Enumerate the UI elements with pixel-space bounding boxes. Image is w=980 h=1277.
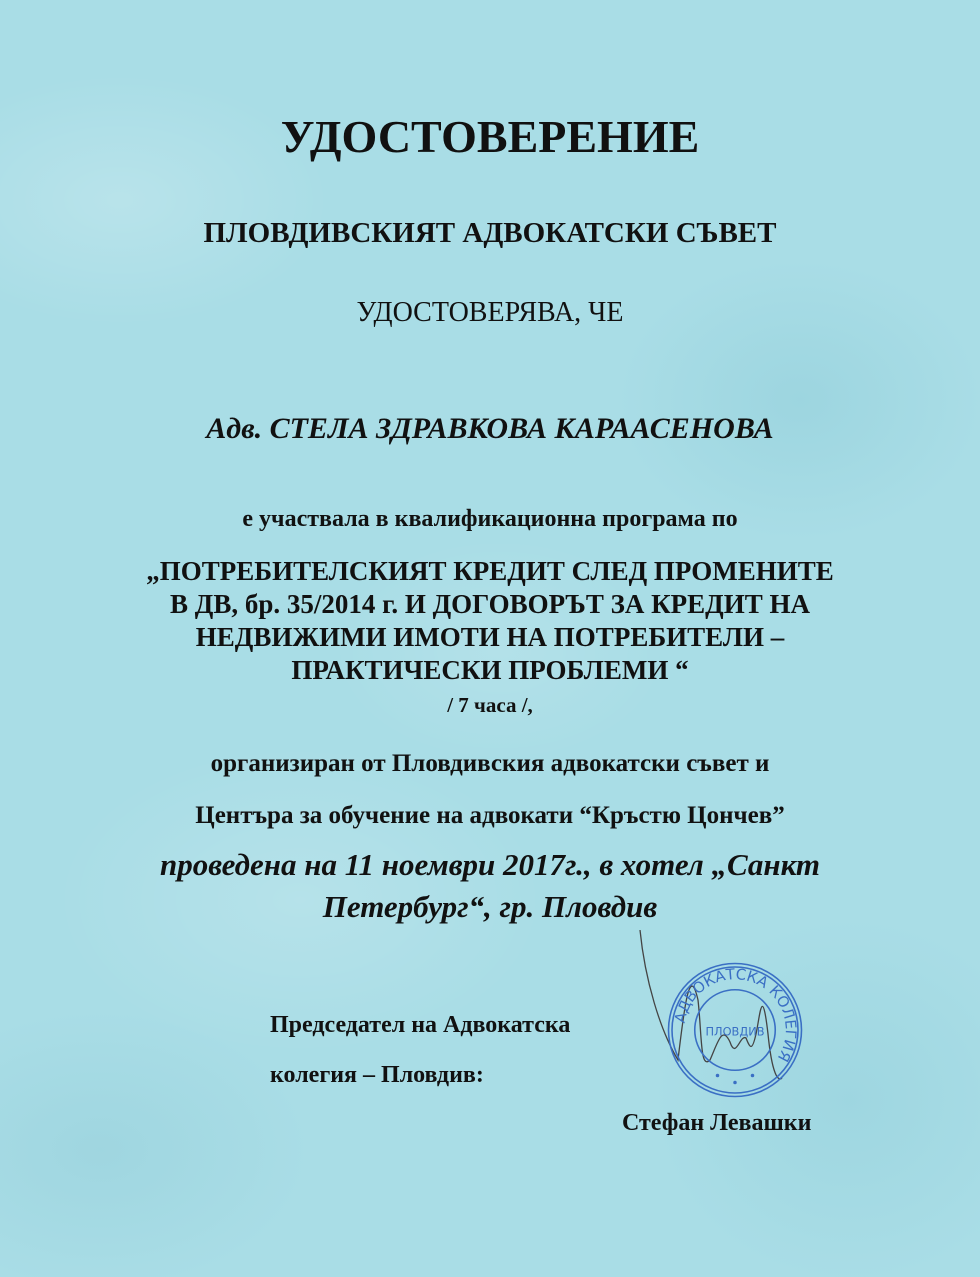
stamp-center-text: ПЛОВДИВ bbox=[705, 1024, 765, 1039]
stamp-seal bbox=[665, 960, 805, 1100]
stamp-stars bbox=[716, 1074, 755, 1085]
program-line: „ПОТРЕБИТЕЛСКИЯТ КРЕДИТ СЛЕД ПРОМЕНИТЕ bbox=[146, 556, 834, 586]
recipient-name: Адв. СТЕЛА ЗДРАВКОВА КАРААСЕНОВА bbox=[206, 412, 774, 445]
signatory-role: Председател на Адвокатска bbox=[270, 1012, 571, 1038]
signatory-role: колегия – Пловдив: bbox=[270, 1062, 484, 1088]
held-line: проведена на 11 ноември 2017г., в хотел „Санкт bbox=[159, 847, 821, 882]
held-line: Петербург“, гр. Пловдив bbox=[322, 889, 658, 924]
certificate-title: УДОСТОВЕРЕНИЕ bbox=[280, 111, 700, 162]
certifies-text: УДОСТОВЕРЯВА, ЧЕ bbox=[356, 297, 624, 328]
duration: / 7 часа /, bbox=[447, 693, 533, 717]
issuer: ПЛОВДИВСКИЯТ АДВОКАТСКИ СЪВЕТ bbox=[203, 217, 777, 249]
participation-text: е участвала в квалификационна програма по bbox=[242, 506, 738, 532]
signatory-name: Стефан Левашки bbox=[622, 1110, 812, 1136]
stamp-ring-text: АДВОКАТСКА КОЛЕГИЯ bbox=[670, 965, 800, 1065]
program-line: В ДВ, бр. 35/2014 г. И ДОГОВОРЪТ ЗА КРЕДИТ НА bbox=[170, 589, 810, 619]
organizer-line: организиран от Пловдивския адвокатски съвет и bbox=[210, 750, 770, 777]
program-line: ПРАКТИЧЕСКИ ПРОБЛЕМИ “ bbox=[291, 655, 689, 685]
program-line: НЕДВИЖИМИ ИМОТИ НА ПОТРЕБИТЕЛИ – bbox=[195, 622, 785, 652]
organizer-line: Центъра за обучение на адвокати “Кръстю Цончев” bbox=[195, 802, 785, 829]
